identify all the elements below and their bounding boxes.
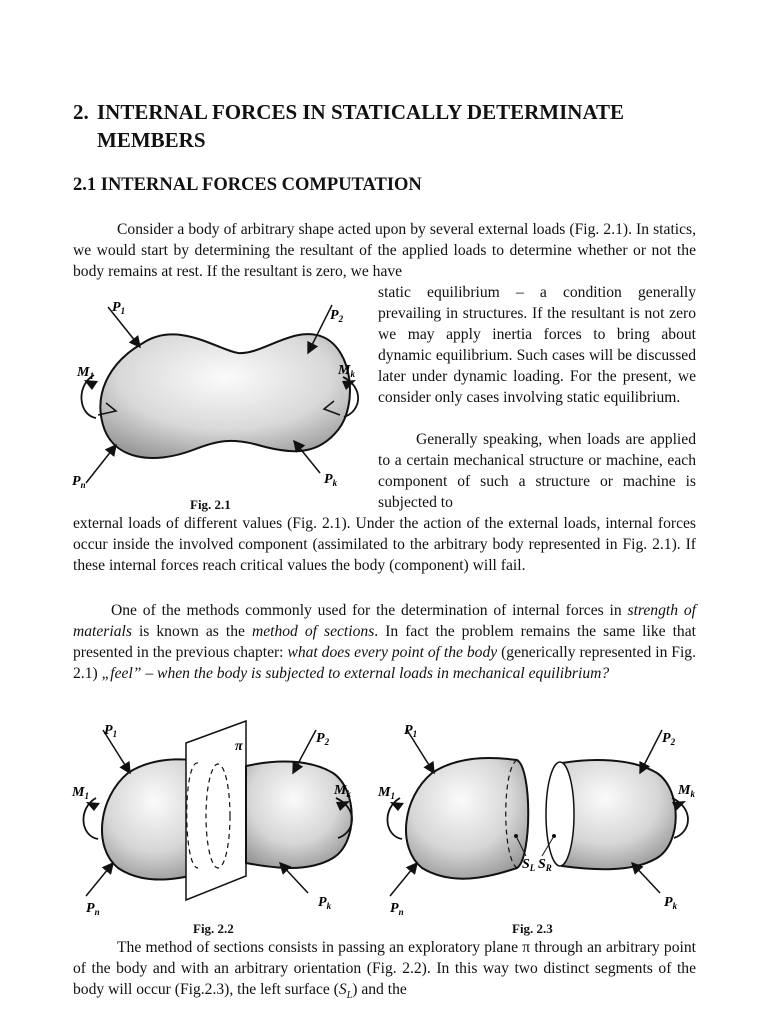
label-p1: $P_1$ xyxy=(404,723,418,739)
label-sl: $S_L$ xyxy=(522,857,536,873)
force-pk-arrow xyxy=(632,863,660,893)
label-pk: $P_k$ xyxy=(318,895,332,911)
label-p1: $P_1$ xyxy=(112,300,126,316)
figure-2-1-drawing xyxy=(68,295,368,495)
right-body xyxy=(246,762,352,868)
label-pn: $P_n$ xyxy=(86,901,100,917)
paragraph-4 xyxy=(73,937,696,1006)
label-pn: $P_n$ xyxy=(390,901,404,917)
left-segment xyxy=(406,758,528,879)
label-p2: $P_2$ xyxy=(330,308,344,324)
label-p1: $P_1$ xyxy=(104,723,118,739)
figure-2-2 xyxy=(68,718,368,918)
label-pk: $P_k$ xyxy=(664,895,678,911)
figure-2-2-drawing xyxy=(68,718,368,918)
figure-2-3-drawing xyxy=(372,718,702,918)
caption-fig-2-3: Fig. 2.3 xyxy=(512,921,553,936)
paragraph-3 xyxy=(73,600,696,684)
p4-symbol-l: L xyxy=(346,990,353,1002)
p4-text-1: The method of sections consists in passing an exploratory plane π through an arbitrary point of the body and with an arbitrary orientation (Fig. 2.2). In this way two distinct segments of the body will occur (Fig.2.3), the left surface ( xyxy=(73,939,696,998)
label-mk: $M_k$ xyxy=(334,783,351,799)
paragraph-1: Consider a body of arbitrary shape acted upon by several external loads (Fig. 2.1). In statics, we would start by determining the resultant of the applied loads to determine whether or not the body remains at rest. If the resultant is zero, we have xyxy=(73,221,696,280)
p3-text-1: One of the methods commonly used for the determination of internal forces in xyxy=(111,602,628,619)
label-mk: $M_k$ xyxy=(678,783,695,799)
label-pi: π xyxy=(235,739,243,754)
label-m1: $M_1$ xyxy=(378,785,395,801)
label-pk: $P_k$ xyxy=(324,472,338,488)
moment-m1-head xyxy=(84,380,98,390)
label-sr: $S_R$ xyxy=(538,857,552,873)
chapter-title-line2: MEMBERS xyxy=(97,128,206,152)
label-m1: $M_1$ xyxy=(72,785,89,801)
p4-text-4: ) and the xyxy=(352,981,407,998)
right-surface xyxy=(546,762,574,866)
p3-text-3: is known as the xyxy=(131,623,252,640)
caption-fig-2-1: Fig. 2.1 xyxy=(190,497,231,512)
section-heading: 2.1 INTERNAL FORCES COMPUTATION xyxy=(73,175,422,195)
label-m1: $M_1$ xyxy=(77,365,94,381)
label-p2: $P_2$ xyxy=(316,731,330,747)
chapter-heading xyxy=(73,98,713,154)
paragraph-1-side: static equilibrium – a condition generally prevailing in structures. If the resultant is not zero we may apply inertia forces to bring about dynamic equilibrium. Such cases will be discussed later under dynamic loading. For the present, we consider only cases involving static equilibrium. xyxy=(378,284,696,406)
force-p2-arrow xyxy=(640,730,662,773)
chapter-number: 2. xyxy=(73,100,89,124)
p3-text-7: (generically represented in Fig. 2.1) xyxy=(73,644,696,682)
paragraph-2-side: Generally speaking, when loads are applied to a certain mechanical structure or machine, each component of such a structure or machine is subjected to xyxy=(378,431,696,511)
paragraph-2-rest: external loads of different values (Fig. 2.1). Under the action of the external loads, internal forces occur inside the involved component (assimilated to the arbitrary body represented in Fig. 2.1). If these internal forces reach critical values the body (component) will fail. xyxy=(73,515,696,574)
force-pn-arrow xyxy=(390,863,417,896)
force-pn-arrow xyxy=(86,445,116,483)
p3-question-1: what does every point of the body xyxy=(287,644,498,661)
p4-symbol-s: S xyxy=(338,981,347,998)
caption-fig-2-2: Fig. 2.2 xyxy=(193,921,234,936)
p3-term-method: method of sections xyxy=(251,623,375,640)
label-pn: $P_n$ xyxy=(72,474,86,490)
force-pn-arrow xyxy=(86,863,113,896)
label-p2: $P_2$ xyxy=(662,731,676,747)
figure-2-1 xyxy=(68,295,368,495)
label-mk: $M_k$ xyxy=(338,363,355,379)
chapter-title-line1: INTERNAL FORCES IN STATICALLY DETERMINATE xyxy=(97,100,625,124)
figure-2-3 xyxy=(372,718,702,918)
p3-text-5: . In fact the problem remains the same like that presented in the previous chapter: xyxy=(73,623,696,661)
p3-question-2: „feel” – when the body is subjected to external loads in mechanical equilibrium? xyxy=(101,665,610,682)
body-shape xyxy=(100,334,350,458)
p3-term-strength: strength of materials xyxy=(73,602,696,640)
